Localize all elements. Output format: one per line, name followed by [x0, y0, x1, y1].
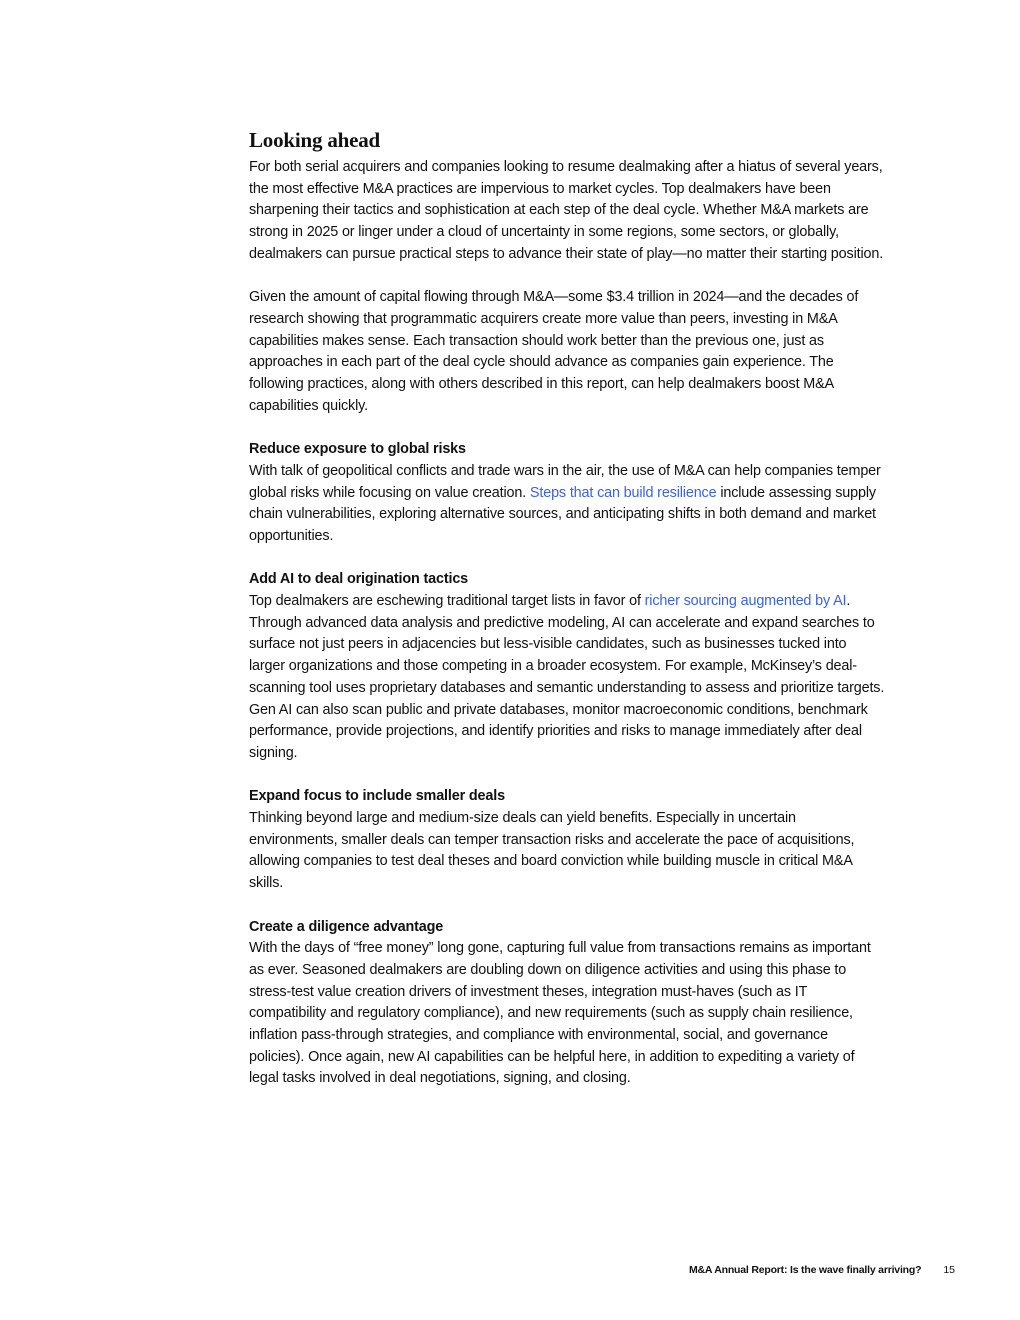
intro-paragraph-1: For both serial acquirers and companies looking to resume dealmaking after a hiatus of several years, the most effective M&A practices are impervious to market cycles. Top dealmakers have been sharpening their tactics and sophistication at each step of the deal cycle. Whether M&A markets are strong in 2025 or linger under a cloud of uncertainty in some regions, some sectors, or globally, dealmakers can pursue practical steps to advance their state of play—no matter their starting position. — [249, 159, 884, 262]
page-number: 15 — [943, 1264, 955, 1276]
footer-report-title: M&A Annual Report: Is the wave finally arriving? — [688, 1264, 922, 1276]
subsection-body-diligence: With the days of “free money” long gone, capturing full value from transactions remains as important as ever. Seasoned dealmakers are doubling down on diligence activities and using this phase to stress-test value creation drivers of investment theses, integration must-haves (such as IT compatibility and regulatory compliance), and new requirements (such as supply chain resilience, inflation pass-through strategies, and compliance with environmental, social, and governance policies). Once again, new AI capabilities can be helpful here, in addition to expediting a variety of legal tasks involved in deal negotiations, signing, and closing. — [249, 940, 871, 1087]
subsection-ai — [249, 569, 885, 764]
subsection-title-smaller-deals: Expand focus to include smaller deals — [249, 788, 505, 805]
resilience-link[interactable]: Steps that can build resilience — [529, 484, 717, 501]
subsection-smaller-deals — [249, 786, 885, 895]
intro-paragraph-2: Given the amount of capital flowing through M&A—some $3.4 trillion in 2024—and the decades of research showing that programmatic acquirers create more value than peers, investing in M&A capabilities makes sense. Each transaction should work better than the previous one, just as approaches in each part of the deal cycle should advance as companies gain experience. The following practices, along with others described in this report, can help dealmakers boost M&A capabilities quickly. — [249, 289, 859, 414]
subsection-body-risks — [249, 461, 885, 548]
subsection-title-risks: Reduce exposure to global risks — [249, 441, 466, 458]
body-text: . Through advanced data analysis and predictive modeling, AI can accelerate and expand searches to surface not just peers in adjacencies but less-visible candidates, such as businesses tucked into larger organizations and those competing in a broader ecosystem. For example, McKinsey’s deal-scanning tool uses proprietary databases and semantic understanding to assess and prioritize targets. Gen AI can also scan public and private databases, monitor macroeconomic conditions, benchmark performance, provide projections, and identify priorities and risks to manage immediately after deal signing. — [249, 593, 885, 761]
subsection-body-smaller-deals: Thinking beyond large and medium-size deals can yield benefits. Especially in uncertain environments, smaller deals can temper transaction risks and accelerate the pace of acquisitions, allowing companies to test deal theses and board conviction while building muscle in critical M&A skills. — [249, 810, 855, 892]
subsection-diligence — [249, 917, 885, 1091]
body-text: include assessing supply chain vulnerabilities, exploring alternative sources, and anticipating shifts in both demand and market opportunities. — [249, 484, 876, 544]
body-text: With talk of geopolitical conflicts and trade wars in the air, the use of M&A can help companies temper global risks while focusing on value creation. — [249, 462, 881, 501]
page-footer — [689, 1263, 955, 1277]
ai-sourcing-link[interactable]: richer sourcing augmented by AI — [644, 593, 847, 610]
body-text: Top dealmakers are eschewing traditional target lists in favor of — [249, 593, 645, 610]
subsection-risks — [249, 439, 885, 548]
subsection-title-diligence: Create a diligence advantage — [249, 918, 444, 935]
subsection-title-ai: Add AI to deal origination tactics — [249, 571, 469, 588]
article-body — [249, 126, 885, 1112]
section-heading: Looking ahead — [249, 128, 381, 152]
subsection-body-ai — [249, 591, 885, 765]
